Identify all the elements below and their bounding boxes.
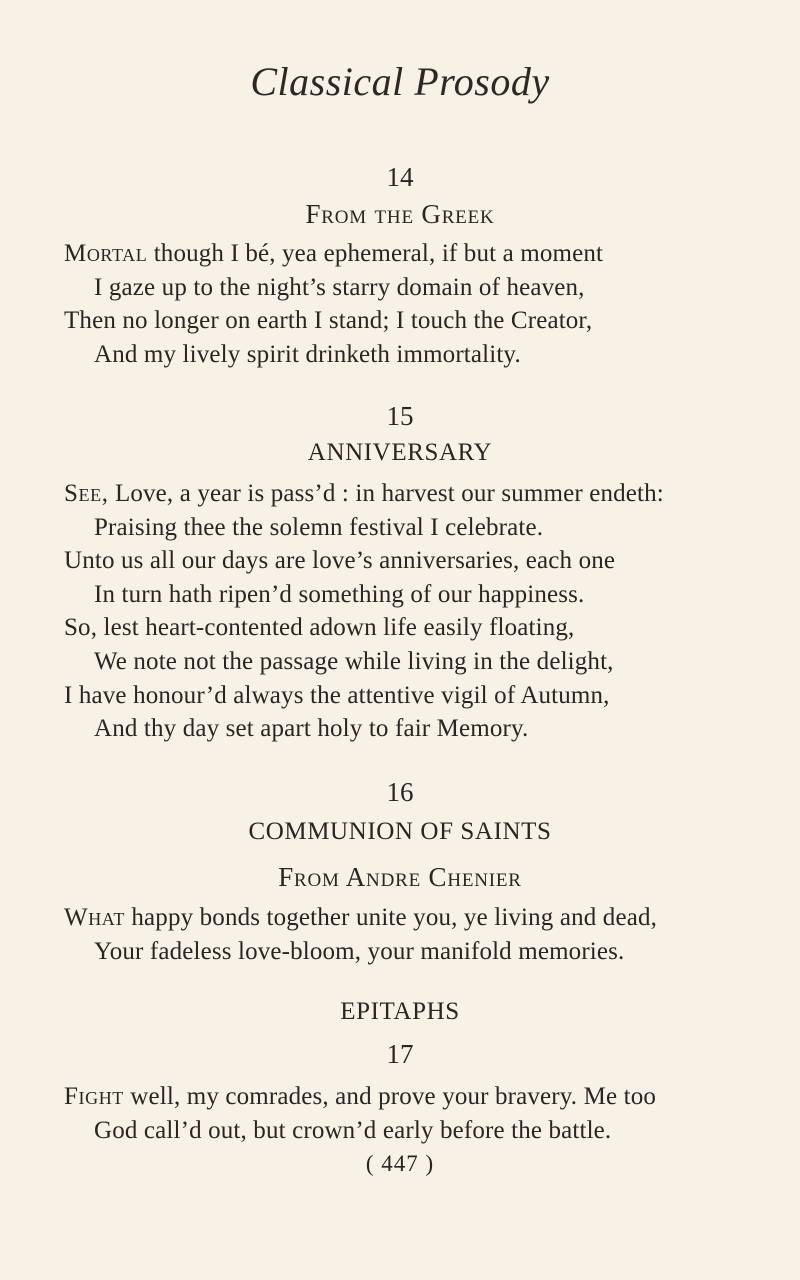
verse-line-text: happy bonds together unite you, ye living and dead,: [125, 904, 657, 931]
verse-line: [64, 480, 664, 508]
verse-line: I gaze up to the night’s starry domain of heaven,: [94, 274, 585, 301]
verse-line: [64, 1083, 656, 1111]
poem-number: 17: [386, 1039, 414, 1069]
verse-line: We note not the passage while living in the delight,: [94, 648, 614, 675]
verse-line: God call’d out, but crown’d early before the battle.: [94, 1117, 612, 1144]
verse-line-text: well, my comrades, and prove your bravery. Me too: [123, 1083, 657, 1110]
verse-line: [64, 240, 603, 268]
verse-lead-word: Fight: [64, 1083, 124, 1110]
running-head: Classical Prosody: [250, 59, 550, 104]
verse-line: Praising thee the solemn festival I celebrate.: [94, 514, 544, 541]
poem-number: 16: [386, 777, 414, 807]
group-title: EPITAPHS: [340, 998, 460, 1025]
verse-line: In turn hath ripen’d something of our happiness.: [94, 581, 585, 608]
poem-title: From the Greek: [305, 199, 495, 229]
poem-number: 14: [386, 162, 414, 192]
verse-line: [64, 904, 657, 932]
verse-lead-word: See,: [64, 480, 109, 507]
verse-line: And thy day set apart holy to fair Memory.: [94, 715, 529, 742]
verse-line: Your fadeless love-bloom, your manifold memories.: [94, 938, 625, 965]
verse-lead-word: What: [64, 904, 125, 931]
page-number: ( 447 ): [365, 1151, 435, 1176]
verse-line-text: Love, a year is pass’d : in harvest our summer endeth:: [108, 480, 664, 507]
verse-line-text: though I bé, yea ephemeral, if but a moment: [147, 240, 604, 267]
verse-line: So, lest heart-contented adown life easily floating,: [64, 614, 575, 641]
poem-number: 15: [386, 401, 414, 431]
poem-subtitle: From Andre Chenier: [278, 862, 522, 892]
verse-line: Unto us all our days are love’s anniversaries, each one: [64, 547, 616, 574]
verse-lead-word: Mortal: [64, 240, 148, 267]
verse-line: Then no longer on earth I stand; I touch the Creator,: [64, 307, 593, 334]
verse-line: I have honour’d always the attentive vigil of Autumn,: [64, 682, 610, 709]
poem-title: COMMUNION OF SAINTS: [248, 818, 552, 845]
poem-title: ANNIVERSARY: [307, 439, 493, 466]
verse-line: And my lively spirit drinketh immortality.: [94, 341, 521, 368]
